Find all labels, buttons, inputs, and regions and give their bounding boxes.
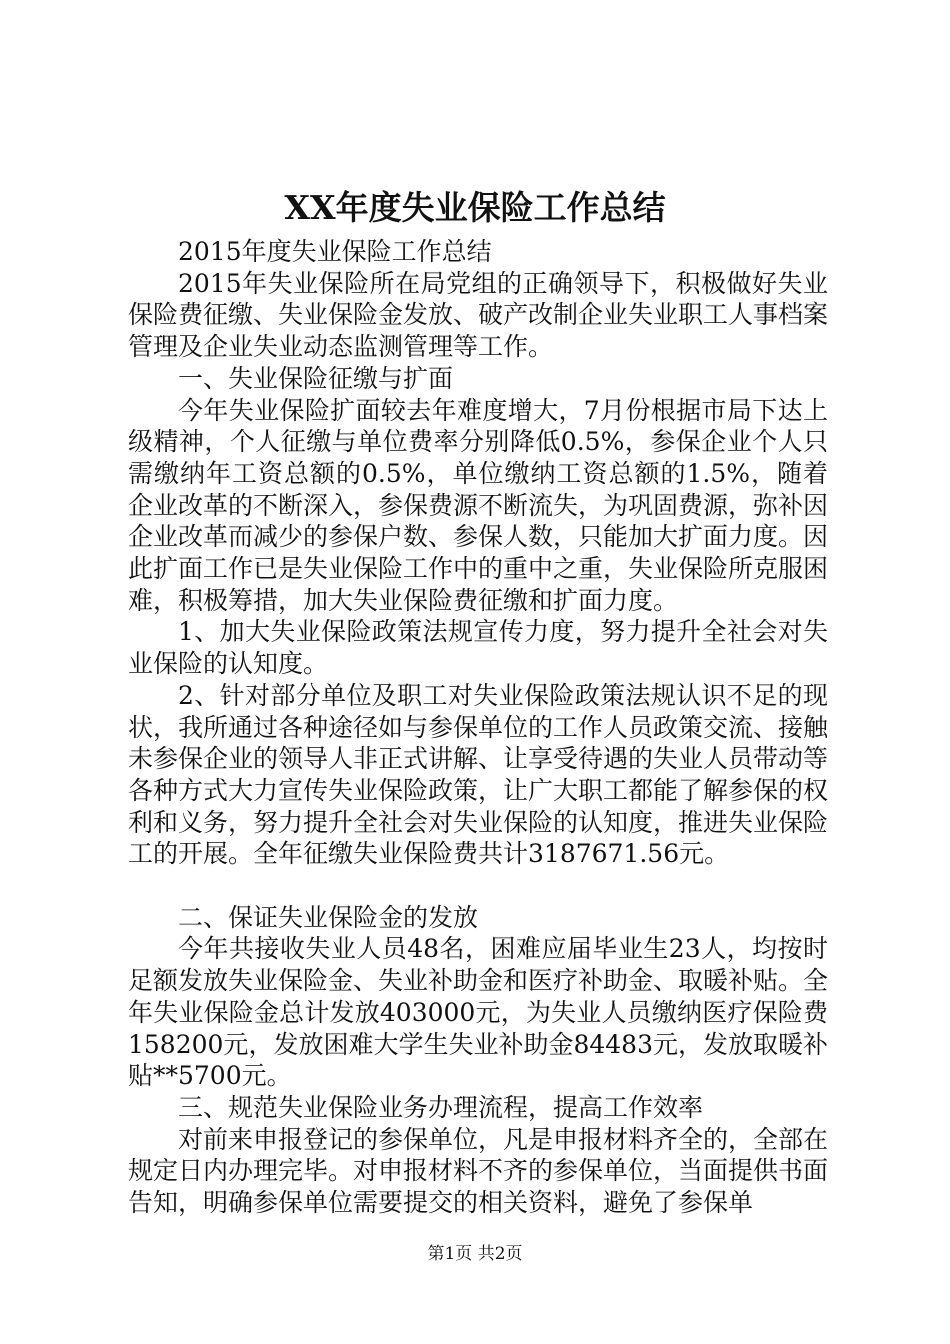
section-heading-1: 一、失业保险征缴与扩面 [178, 363, 454, 393]
paragraph-intro: 2015年失业保险所在局党组的正确领导下，积极做好失业保险费征缴、失业保险金发放、破产改制企业失业职工人事档案管理及企业失业动态监测管理等工作。 [128, 268, 829, 362]
page-footer: 第1页 共2页 [427, 1244, 523, 1264]
paragraph-section-3: 对前来申报登记的参保单位，凡是申报材料齐全的，全部在规定日内办理完毕。对申报材料不齐的参保单位，当面提供书面告知，明确参保单位需要提交的相关资料，避免了参保单 [128, 1124, 829, 1218]
section-heading-2: 二、保证失业保险金的发放 [178, 902, 479, 932]
paragraph-section-1: 今年失业保险扩面较去年难度增大，7月份根据市局下达上级精神，个人征缴与单位费率分别降低0.5%，参保企业个人只需缴纳年工资总额的0.5%，单位缴纳工资总额的1.5%，随着企业改革的不断深入，参保费源不断流失，为巩固费源，弥补因企业改革而减少的参保户数、参保人数，只能加大扩面力度。因此扩面工作已是失业保险工作中的重中之重，失业保险所克服困难，积极筹措，加大失业保险费征缴和扩面力度。 [128, 395, 829, 615]
document-title: XX年度失业保险工作总结 [284, 188, 666, 227]
paragraph-item-2: 2、针对部分单位及职工对失业保险政策法规认识不足的现状，我所通过各种途径如与参保单位的工作人员政策交流、接触未参保企业的领导人非正式讲解、让享受待遇的失业人员带动等各种方式大力宣传失业保险政策，让广大职工都能了解参保的权利和义务，努力提升全社会对失业保险的认知度，推进失业保险工的开展。全年征缴失业保险费共计3187671.56元。 [128, 680, 829, 869]
paragraph-section-2: 今年共接收失业人员48名，困难应届毕业生23人，均按时足额发放失业保险金、失业补助金和医疗补助金、取暖补贴。全年失业保险金总计发放403000元，为失业人员缴纳医疗保险费158200元，发放困难大学生失业补助金84483元，发放取暖补贴**5700元。 [128, 934, 829, 1091]
paragraph-subtitle: 2015年度失业保险工作总结 [178, 237, 492, 266]
paragraph-item-1: 1、加大失业保险政策法规宣传力度，努力提升全社会对失业保险的认知度。 [128, 617, 828, 679]
section-heading-3: 三、规范失业保险业务办理流程，提高工作效率 [178, 1092, 704, 1122]
document-body [128, 236, 828, 1219]
